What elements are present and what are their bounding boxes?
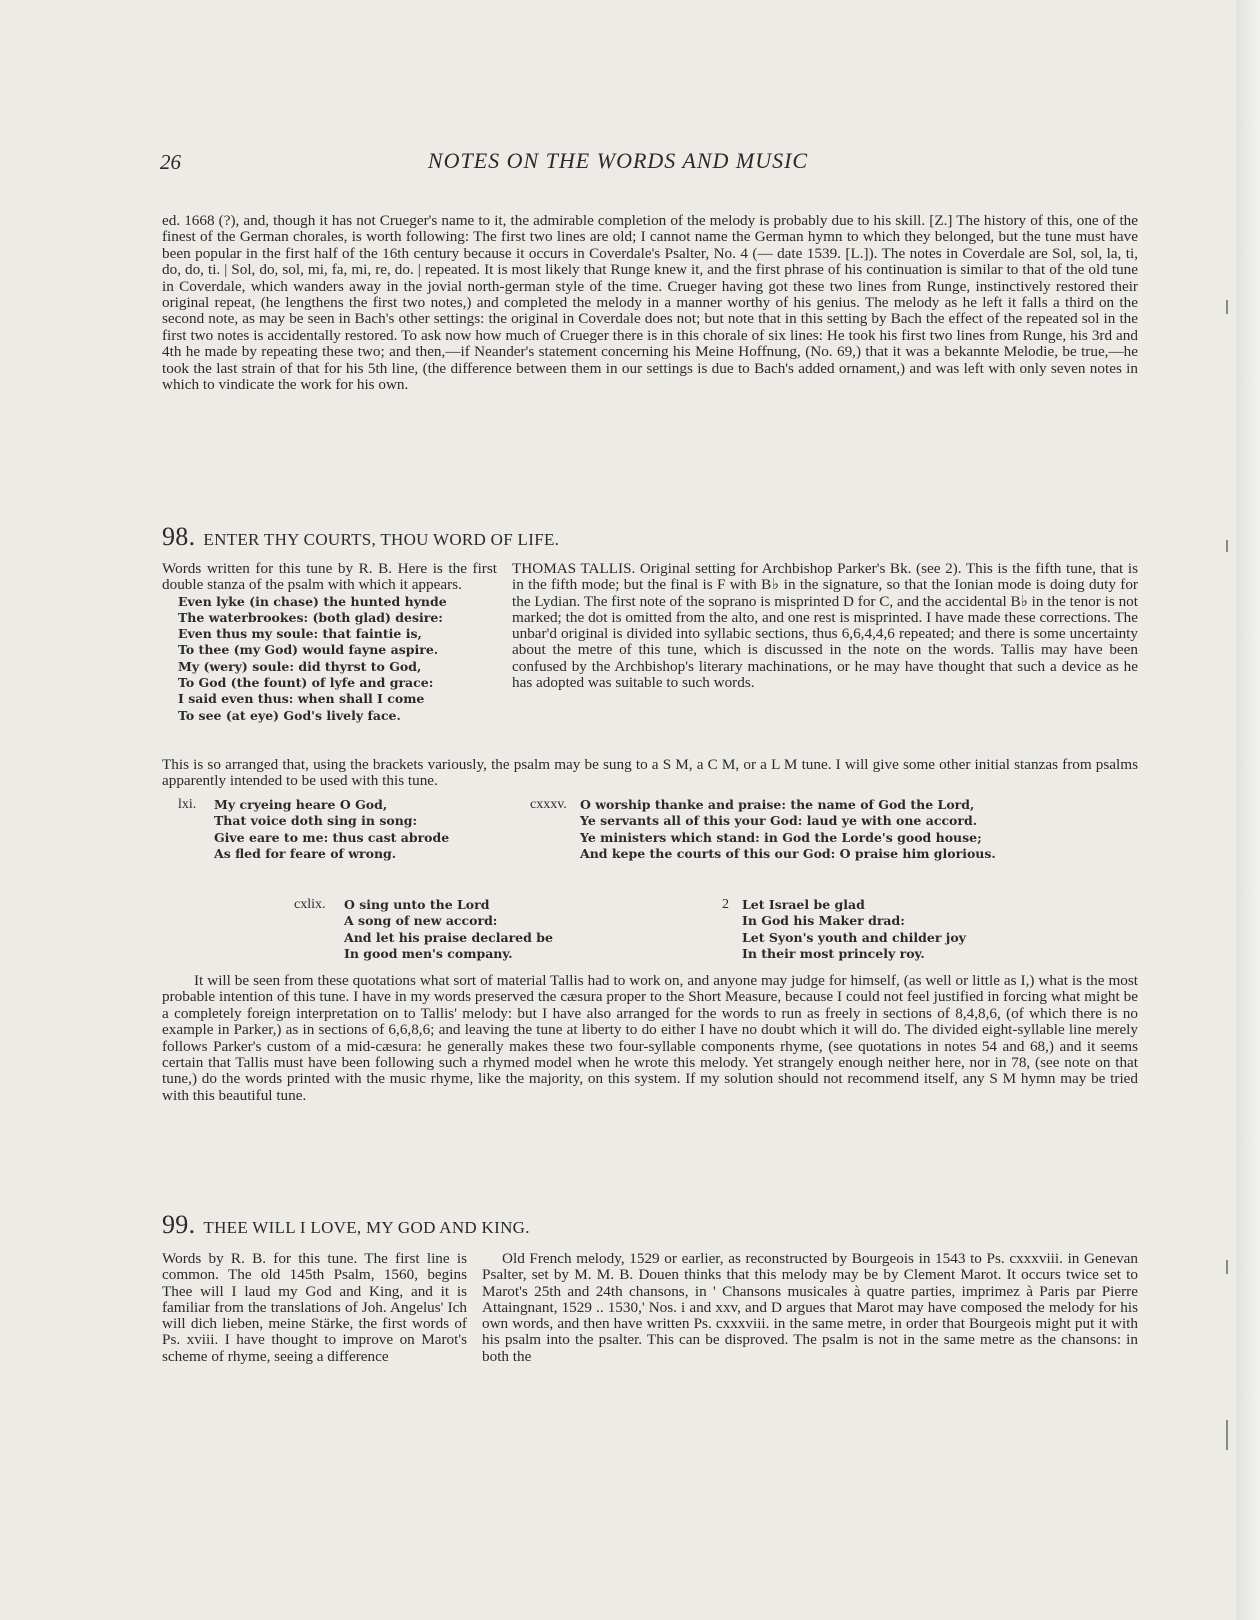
verse-line: A song of new accord: bbox=[344, 913, 498, 929]
section-99-number: 99. bbox=[162, 1210, 196, 1239]
margin-mark bbox=[1226, 300, 1228, 314]
verse-lxi bbox=[178, 797, 478, 867]
verse-ref: cxlix. bbox=[294, 897, 326, 912]
section-98-bridge: This is so arranged that, using the brackets variously, the psalm may be sung to a S M, a C M, or a L M tune. I will give some other initial stanzas from psalms apparently intended to be used with this tune. bbox=[162, 756, 1138, 790]
verse-line: My (wery) soule: did thyrst to God, bbox=[178, 658, 422, 674]
page-number: 26 bbox=[160, 150, 181, 174]
verse-line: Let Israel be glad bbox=[742, 897, 865, 912]
section-98-number: 98. bbox=[162, 522, 196, 551]
section-98-closing: It will be seen from these quotations what sort of material Tallis had to work on, and anyone may judge for himself, (as well or little as I,) what is the most probable intention of this tune. I have in my words preserved the cæsura proper to the Short Measure, because I could not feel justified in forcing what might be a completely foreign interpretation on to Tallis' melody: but I have also arranged for the words to run as freely in sections of 8,4,8,6, (of which there is no example in Parker,) as in sections of 6,6,8,6; and leaving the tune at liberty to do either I have no doubt which it will do. The divided eight-syllable line merely follows Parker's custom of a mid-cæsura: he generally makes these two four-syllable components rhyme, (see quotations in notes 54 and 68,) and it seems certain that Tallis must have been following such a rhymed model when he wrote this melody. Yet strangely enough neither here, nor in 78, (see note on that tune,) do the words printed with the music rhyme, like the majority, on this system. If my solution should not recommend itself, any S M hymn may be tried with this beautiful tune. bbox=[162, 972, 1138, 1104]
verse-cxlix bbox=[294, 897, 614, 967]
verse-line: To thee (my God) would fayne aspire. bbox=[178, 642, 439, 658]
section-98-left-column bbox=[162, 561, 497, 724]
verse-line: In God his Maker drad: bbox=[742, 913, 905, 929]
verse-line: O sing unto the Lord bbox=[344, 897, 490, 912]
verse-line: Ye ministers which stand: in God the Lorde's good house; bbox=[580, 829, 982, 845]
verse-cxxxv bbox=[530, 797, 1110, 867]
psalm-verse-block bbox=[178, 594, 497, 724]
section-98-heading bbox=[162, 522, 559, 552]
verse-line: That voice doth sing in song: bbox=[214, 813, 418, 829]
section-99-right-column: Old French melody, 1529 or earlier, as reconstructed by Bourgeois in 1543 to Ps. cxxxviii. in Genevan Psalter, set by M. M. B. Douen thinks that this melody may be by Clement Marot. It occurs twice set to Marot's 25th and 24th chansons, in ' Chansons musicales à quatre parties, imprimez à Paris par Pierre Attaingnant, 1529 .. 1530,' Nos. i and xxv, and D argues that Marot may have composed the melody for his own words, and then have written Ps. cxxxviii. in the same metre, in order that Bourgeois might put it with his psalm into the psalter. This can be disproved. The psalm is not in the same metre as the chansons: in both the bbox=[482, 1250, 1138, 1365]
verse-lines bbox=[742, 897, 966, 962]
section-99-title: THEE WILL I LOVE, MY GOD AND KING. bbox=[203, 1218, 530, 1237]
margin-mark bbox=[1226, 1420, 1228, 1450]
running-head: NOTES ON THE WORDS AND MUSIC bbox=[427, 148, 809, 173]
verse-line: O worship thanke and praise: the name of God the Lord, bbox=[580, 797, 975, 812]
verse-line: Ye servants all of this your God: laud ye with one accord. bbox=[580, 813, 978, 829]
verse-line: In good men's company. bbox=[344, 945, 513, 961]
verse-line: In their most princely roy. bbox=[742, 945, 925, 961]
verse-line: Let Syon's youth and childer joy bbox=[742, 929, 966, 945]
verse-line: Even lyke (in chase) the hunted hynde bbox=[178, 593, 447, 609]
verse-line: My cryeing heare O God, bbox=[214, 797, 388, 812]
verse-lines bbox=[580, 797, 996, 862]
verse-ref: cxxxv. bbox=[530, 797, 567, 812]
verse-line: And let his praise declared be bbox=[344, 929, 553, 945]
verse-line: The waterbrookes: (both glad) desire: bbox=[178, 609, 443, 625]
section-99-heading bbox=[162, 1210, 530, 1240]
verse-line: To see (at eye) God's lively face. bbox=[178, 707, 401, 723]
verse-ref: 2 bbox=[722, 897, 729, 912]
section-98-left-intro: Words written for this tune by R. B. Here is the first double stanza of the psalm with which it appears. bbox=[162, 560, 497, 594]
section-98-title: ENTER THY COURTS, THOU WORD OF LIFE. bbox=[203, 530, 560, 549]
verse-line: As fled for feare of wrong. bbox=[214, 845, 397, 861]
verse-2 bbox=[722, 897, 1022, 967]
verse-line: Even thus my soule: that faintie is, bbox=[178, 626, 422, 642]
margin-mark bbox=[1226, 1260, 1228, 1274]
verse-ref: lxi. bbox=[178, 797, 197, 812]
verse-line: Give eare to me: thus cast abrode bbox=[214, 829, 450, 845]
margin-mark bbox=[1226, 540, 1228, 552]
verse-lines bbox=[214, 797, 449, 862]
section-99-left-column: Words by R. B. for this tune. The first line is common. The old 145th Psalm, 1560, begins Thee will I laud my God and King, and it is familiar from the translations of Joh. Angelus' Ich will dich lieben, meine Stärke, the first words of Ps. xviii. I have thought to improve on Marot's scheme of rhyme, seeing a difference bbox=[162, 1250, 467, 1365]
verse-line: And kepe the courts of this our God: O praise him glorious. bbox=[580, 845, 996, 861]
page-edge bbox=[1236, 0, 1260, 1620]
verse-lines bbox=[344, 897, 553, 962]
intro-paragraph: ed. 1668 (?), and, though it has not Crueger's name to it, the admirable completion of the melody is probably due to his skill. [Z.] The history of this, one of the finest of the German chorales, is worth following: The first two lines are old; I cannot name the German hymn to which they belonged, but the tune must have been popular in the first half of the 16th century because it occurs in Coverdale's Psalter, No. 4 (— date 1539. [L.]). The notes in Coverdale are Sol, sol, la, ti, do, do, ti. | Sol, do, sol, mi, fa, mi, re, do. | repeated. It is most likely that Runge knew it, and the first phrase of his continuation is similar to that of the old tune in Coverdale, which wanders away in the jovial north-german style of the time. Crueger having got these two lines from Runge, instinctively restored their original repeat, (he lengthens the first two notes,) and completed the melody in a manner worthy of his genius. The melody as he left it falls a third on the second note, as may be seen in Bach's other settings: the original in Coverdale does not; but note that in this setting by Bach the effect of the repeated sol in the first two notes is accidentally restored. To ask now how much of Crueger there is in this chorale of six lines: He took his first two lines from Runge, his 3rd and 4th he made by repeating these two; and then,—if Neander's statement concerning his Meine Hoffnung, (No. 69,) that it was a bekannte Melodie, be true,—he took the last strain of that for his 5th line, (the difference between them in our settings is due to Bach's added ornament,) and was left with only seven notes in which to vindicate the work for his own. bbox=[162, 212, 1138, 394]
section-98-right-column: THOMAS TALLIS. Original setting for Archbishop Parker's Bk. (see 2). This is the fifth tune, that is in the fifth mode; but the final is F with B♭ in the signature, so that the Ionian mode is doing duty for the Lydian. The first note of the soprano is misprinted D for C, and the accidental B♭ in the tenor is not marked; the dot is omitted from the alto, and one rest is misprinted. I have made these corrections. The unbar'd original is divided into syllabic sections, thus 6,6,4,4,6 repeated; and there is some uncertainty about the metre of this tune, which is discussed in the note on the words. Tallis may have been confused by the Archbishop's literary machinations, or he may have thought that such a device as he has adopted was suitable to such words. bbox=[512, 560, 1138, 692]
verse-line: I said even thus: when shall I come bbox=[178, 691, 425, 707]
verse-line: To God (the fount) of lyfe and grace: bbox=[178, 675, 434, 691]
